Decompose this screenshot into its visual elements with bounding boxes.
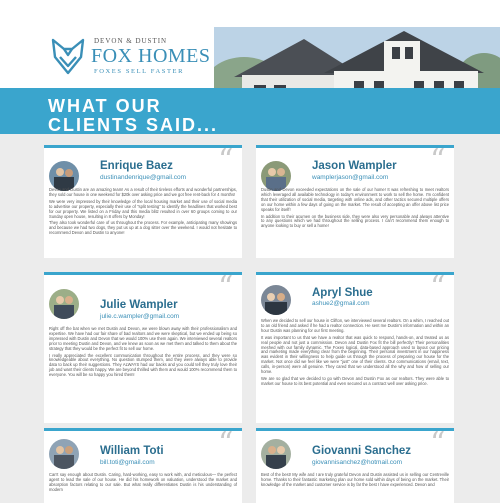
- testimonial-email[interactable]: giovannisanchez@hotmail.com: [312, 459, 403, 466]
- testimonial-paragraph: Devon and Dustin are an amazing team! As a result of their tireless efforts and wonderful partnerships, they sold our house in one weekend for $20k over asking price and we got free rent-back for 4 months!: [49, 187, 237, 197]
- testimonial-card-jason-wampler: [256, 145, 454, 258]
- fox-homes-logo: [44, 33, 211, 77]
- testimonial-email[interactable]: julie.c.wampler@gmail.com: [100, 313, 180, 320]
- avatar: [49, 439, 79, 469]
- testimonial-paragraph: When we decided to sell our house in Clifton, we interviewed several realtors. On a whim, I reached out to an old friend and asked if he had a realtor connection. He sent me Dustin's information and within an hour Dustin was planning for our first meeting.: [261, 318, 449, 333]
- testimonial-paragraph: Best of the best! My wife and I are truly grateful Devon and Dustin assisted us in selling our Centreville home. Thanks to their fantastic marketing plan our home sold within days of being on the market. Their knowledge of the market and customer service is by far the best I have experienced. Devon and: [261, 472, 449, 487]
- testimonial-paragraph: Can't say enough about Dustin. Caring, hard-working, easy to work with, and meticulous— the perfect agent to lead the sale of our house. He did his homework on valuation, understood the market and absorption factors relating to our sale. But what really differentiates Dustin is his understanding of modern: [49, 472, 237, 492]
- logo-tagline: FOXES SELL FASTER: [94, 68, 185, 75]
- quote-mark-icon: “: [430, 428, 446, 461]
- testimonial-email[interactable]: ashue2@gmail.com: [312, 300, 370, 307]
- quote-mark-icon: “: [430, 145, 446, 178]
- testimonial-text: [49, 188, 237, 238]
- testimonial-name: Julie Wampler: [100, 299, 178, 311]
- banner-title-line-2: CLIENTS SAID...: [48, 115, 219, 135]
- quote-mark-icon: “: [430, 272, 446, 305]
- testimonial-paragraph: It was important to us that we have a realtor that was quick to respond, hands-on, and treated us as real people and not just a commission. Devon and Dustin Fox fit the bill perfectly! Their personalities meshed with our family dynamic. The Foxes logical, data-based approach used to layout our pricing and marketing made everything clear from the beginning. Their personal investment in our happiness was evident in their willingness to help guide us through the process of preparing our house for the market. Not once did we feel like we were "just" one of their clients. Our communications (email, text, calls, in-person) were all genuine. They cared that we understood all the why and how of selling our home.: [261, 334, 449, 375]
- testimonial-paragraph: They also took wonderful care of us throughout the process. For example, anticipating many showings and because we had two dogs, they put us up at a dog sitter over the weekend. I would not hesitate to recommend Devon and Dustin to anyone!: [49, 220, 237, 236]
- testimonial-name: Apryl Shue: [312, 287, 373, 299]
- testimonial-card-enrique-baez: [44, 145, 242, 258]
- testimonial-paragraph: We were very impressed by their knowledge of the local housing market and their use of social media to advertise our property, especially their use of "split testing" to identify the headlines that worked best for our property. We listed on a Friday and this media blitz resulted in over 60 groups coming to our Sunday open house, resulting in 8 offers by Monday!: [49, 198, 237, 219]
- testimonial-card-apryl-shue: [256, 272, 454, 423]
- logo-name: FOX HOMES: [91, 45, 211, 67]
- testimonial-name: Jason Wampler: [312, 160, 397, 172]
- testimonial-card-giovanni-sanchez: [256, 428, 454, 503]
- testimonial-card-william-toti: [44, 428, 242, 503]
- testimonial-paragraph: Dustin and Devon exceeded expectations on the sale of our home! It was refreshing to meet realtors which leveraged all available technology in today's environment to work to sell the home. I'm confident that their utilization of social media, targeting with online ads, and other tactics secured multiple offers on our home within a few days of going on the market. The result of accepting an offer above list price speaks for itself!: [261, 187, 449, 212]
- testimonial-text: [261, 473, 449, 490]
- testimonial-paragraph: In addition to their acumen on the business side, they were also very personable and always attentive to any questions which we had throughout the selling process. I can't recommend them enough to anyone looking to buy or sell a home!: [261, 213, 449, 229]
- quote-mark-icon: “: [218, 428, 234, 461]
- fox-head-logo: [50, 37, 86, 75]
- testimonial-email[interactable]: wamplerjason@gmail.com: [312, 174, 389, 181]
- logo-top-line: DEVON & DUSTIN: [94, 37, 168, 45]
- testimonial-name: Enrique Baez: [100, 160, 173, 172]
- testimonial-paragraph: I really appreciated the excellent communication throughout the entire process, and they were so knowledgeable about everything. No question stumped them, and they were always able to provide data to back up their suggestions. They ALWAYS had our backs and you could tell they truly love their job and want their clients happy. We are beyond thrilled with them and would 100% recommend them to everyone. You will be so happy you hired them!: [49, 352, 237, 378]
- testimonial-paragraph: Right off the bat when we met Dustin and Devon, we were blown away with their professionalism and expertise. We have had our fair share of bad realtors and we were skeptical, but we ended up being so impressed with Dustin and Devon that we would 100% use them again. We interviewed several realtors prior to meeting Dustin and Devon, and we knew as soon as we met them and talked to them about the strategy that they would be the perfect fit to sell our home.: [49, 326, 237, 351]
- quote-mark-icon: “: [218, 145, 234, 178]
- quote-mark-icon: “: [218, 272, 234, 305]
- testimonial-email[interactable]: dustinandenrique@gmail.com: [100, 174, 187, 181]
- testimonial-card-julie-wampler: [44, 272, 242, 423]
- avatar: [261, 285, 291, 315]
- avatar: [49, 289, 79, 319]
- testimonial-name: William Toti: [100, 445, 164, 457]
- testimonials-banner: [0, 88, 500, 134]
- avatar: [261, 439, 291, 469]
- testimonial-text: [261, 188, 449, 231]
- testimonial-text: [49, 327, 237, 380]
- testimonial-text: [49, 473, 237, 495]
- testimonial-email[interactable]: bill.toti@gmail.com: [100, 459, 155, 466]
- testimonial-text: [261, 319, 449, 389]
- testimonial-paragraph: We are so glad that we decided to go with Devon and Dustin Fox as our realtors. They were able to market our house to its best potential and even secured us a contract well over asking price.: [261, 375, 449, 386]
- testimonial-name: Giovanni Sanchez: [312, 445, 412, 457]
- banner-title-line-1: WHAT OUR: [48, 96, 162, 116]
